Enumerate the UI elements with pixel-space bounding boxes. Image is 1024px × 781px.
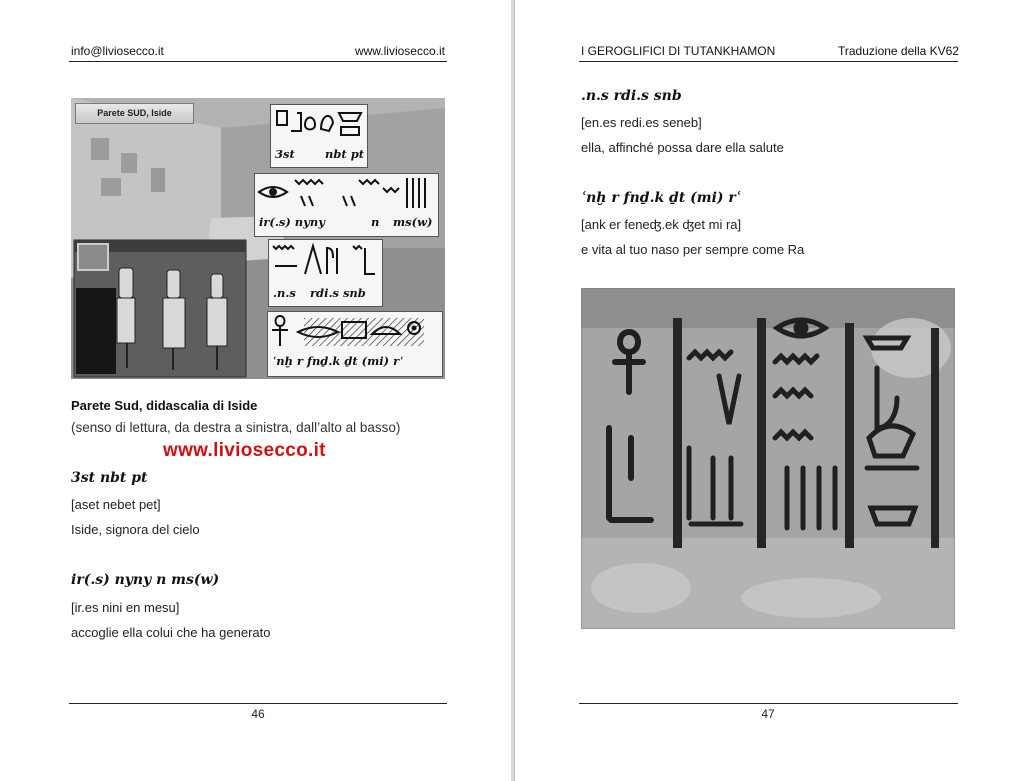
hieroglyph-group-3-icon	[269, 240, 382, 280]
page-number-left: 46	[251, 707, 265, 721]
glyph-translit-3a: .n.s	[273, 286, 296, 300]
tomb-wall-illustration	[71, 98, 445, 379]
glyph-box-1	[270, 104, 368, 168]
illustration-label: Parete SUD, Iside	[75, 103, 194, 124]
glyph-translit-1a: 3st	[275, 147, 295, 161]
glyph-translit-2b: n	[371, 215, 380, 229]
entry-3-translit: .n.s rdi.s snb	[581, 88, 682, 104]
entry-1-pronunciation: [aset nebet pet]	[71, 497, 161, 512]
figure-caption: Parete Sud, didascalia di Iside	[71, 398, 258, 413]
entry-2-translit: ir(.s) nyny n ms(w)	[71, 572, 220, 588]
glyph-box-3	[268, 239, 383, 307]
hieroglyph-inscription-image	[581, 288, 955, 629]
reading-direction-note: (senso di lettura, da destra a sinistra, dall’alto al basso)	[71, 420, 401, 435]
header-email: info@liviosecco.it	[71, 44, 164, 58]
entry-1-translation: Iside, signora del cielo	[71, 522, 200, 537]
footer-rule-right	[579, 703, 958, 704]
glyph-translit-2c: ms(w)	[393, 215, 433, 229]
entry-2-translation: accoglie ella colui che ha generato	[71, 625, 271, 640]
glyph-box-4	[267, 311, 443, 377]
entry-4-pronunciation: [ank er feneʤ.ek ʤet mi ra]	[581, 217, 742, 232]
glyph-translit-2a: ir(.s) nyny	[259, 215, 325, 229]
entry-4-translation: e vita al tuo naso per sempre come Ra	[581, 242, 805, 257]
hieroglyph-group-2-icon	[255, 174, 438, 212]
hieroglyph-group-4-icon	[268, 312, 442, 350]
header-rule	[69, 61, 447, 62]
inscription-photo	[581, 288, 955, 629]
glyph-translit-3b: rdi.s snb	[310, 286, 366, 300]
header-website: www.liviosecco.it	[354, 44, 445, 58]
entry-1-translit: 3st nbt pt	[71, 470, 148, 486]
header-section-title: Traduzione della KV62	[838, 44, 959, 58]
page-number-right: 47	[761, 707, 775, 721]
glyph-translit-1b: nbt pt	[325, 147, 365, 161]
glyph-box-2	[254, 173, 439, 237]
watermark-link[interactable]: www.liviosecco.it	[163, 440, 326, 461]
header-book-title: I GEROGLIFICI DI TUTANKHAMON	[581, 44, 776, 58]
header-rule-right	[579, 61, 958, 62]
entry-4-translit: ʿnḫ r fnḏ.k ḏt (mi) rʿ	[581, 190, 741, 206]
hieroglyph-group-1-icon	[271, 105, 367, 141]
entry-2-pronunciation: [ir.es nini en mesu]	[71, 600, 180, 615]
glyph-translit-4: ʿnḫ r fnḏ.k ḏt (mi) rʿ	[272, 354, 404, 368]
entry-3-translation: ella, affinché possa dare ella salute	[581, 140, 784, 155]
entry-3-pronunciation: [en.es redi.es seneb]	[581, 115, 702, 130]
footer-rule	[69, 703, 447, 704]
